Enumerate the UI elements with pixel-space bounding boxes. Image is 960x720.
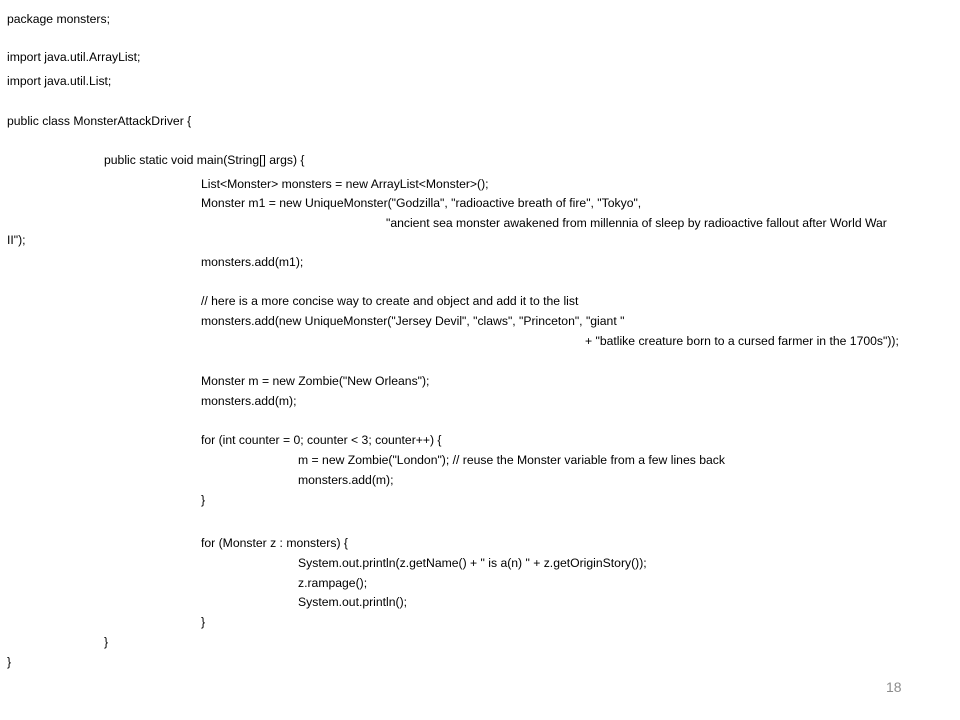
- code-line-println-blank: System.out.println();: [298, 595, 408, 609]
- code-line-import-list: import java.util.List;: [7, 74, 112, 88]
- code-line-list-init: List<Monster> monsters = new ArrayList<Monster>();: [201, 177, 489, 191]
- code-line-close-for-counter: }: [201, 493, 206, 507]
- page-number: 18: [886, 679, 902, 695]
- code-line-main-decl: public static void main(String[] args) {: [104, 153, 305, 167]
- code-line-add-m-loop: monsters.add(m);: [298, 473, 394, 487]
- code-line-close-class: }: [7, 655, 12, 669]
- code-line-jersey-devil: monsters.add(new UniqueMonster("Jersey Devil", "claws", "Princeton", "giant ": [201, 314, 625, 328]
- code-line-import-arraylist: import java.util.ArrayList;: [7, 50, 141, 64]
- code-line-close-for-each: }: [201, 615, 206, 629]
- code-line-add-m: monsters.add(m);: [201, 394, 297, 408]
- code-line-package: package monsters;: [7, 12, 110, 26]
- code-line-add-m1: monsters.add(m1);: [201, 255, 304, 269]
- code-line-godzilla: Monster m1 = new UniqueMonster("Godzilla", "radioactive breath of fire", "Tokyo",: [201, 196, 642, 210]
- code-line-for-counter: for (int counter = 0; counter < 3; counter++) {: [201, 433, 442, 447]
- code-line-rampage: z.rampage();: [298, 576, 368, 590]
- code-line-comment: // here is a more concise way to create and object and add it to the list: [201, 294, 579, 308]
- code-line-println-origin: System.out.println(z.getName() + " is a(n) " + z.getOriginStory());: [298, 556, 647, 570]
- code-line-godzilla-story: "ancient sea monster awakened from millennia of sleep by radioactive fallout after World War: [386, 216, 887, 230]
- code-line-class-decl: public class MonsterAttackDriver {: [7, 114, 192, 128]
- code-line-godzilla-story-end: II");: [7, 233, 26, 247]
- code-line-zombie-london: m = new Zombie("London"); // reuse the Monster variable from a few lines back: [298, 453, 725, 467]
- code-line-close-main: }: [104, 635, 109, 649]
- code-line-jersey-devil-story: + "batlike creature born to a cursed farmer in the 1700s"));: [585, 334, 899, 348]
- code-line-for-each: for (Monster z : monsters) {: [201, 536, 348, 550]
- code-line-zombie-new-orleans: Monster m = new Zombie("New Orleans");: [201, 374, 430, 388]
